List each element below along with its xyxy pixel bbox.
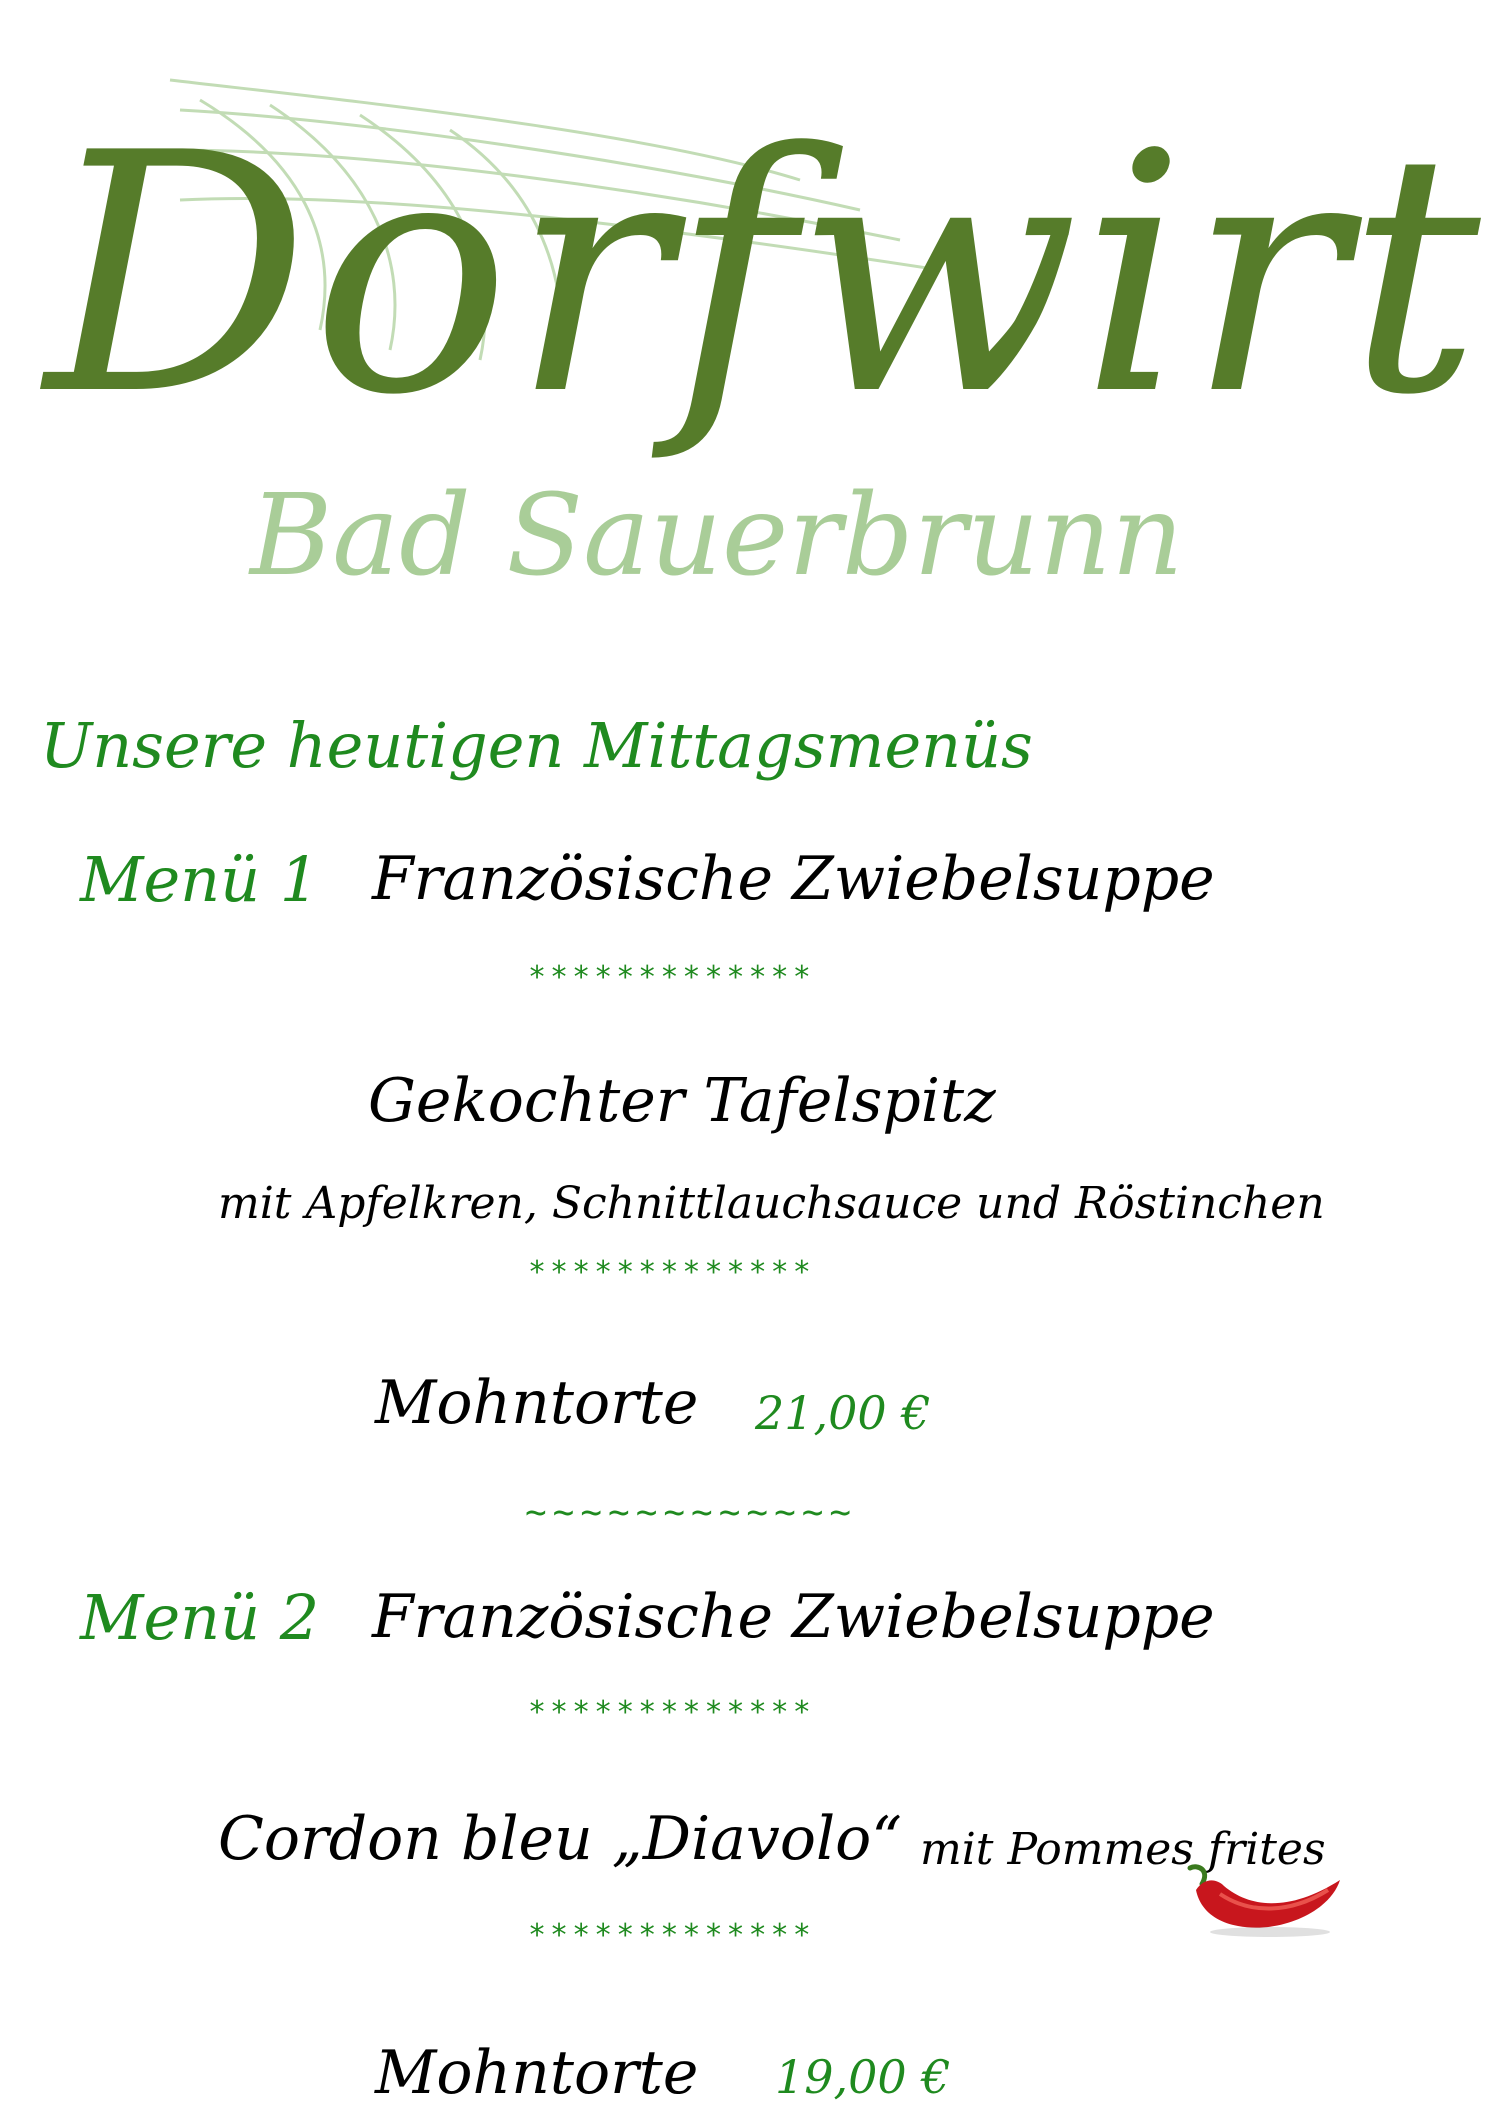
menu1-price: 21,00 € (755, 1386, 931, 1440)
menu1-label: Menü 1 (80, 843, 320, 916)
menu2-price: 19,00 € (775, 2050, 951, 2104)
menu1-separator1: ************* (528, 960, 815, 995)
menu2-course3: Mohntorte (375, 2038, 699, 2108)
menu2-separator2: ************* (528, 1918, 815, 1953)
menu2-course1: Französische Zwiebelsuppe (372, 1582, 1215, 1652)
chili-pepper-icon (1180, 1860, 1350, 1940)
menu1-course2: Gekochter Tafelspitz (368, 1066, 996, 1136)
menu1-course1: Französische Zwiebelsuppe (372, 844, 1215, 914)
menu2-course2: Cordon bleu „Diavolo“ (218, 1804, 902, 1874)
menu2-label: Menü 2 (80, 1581, 320, 1654)
menu1-course3: Mohntorte (375, 1368, 699, 1438)
menu2-course2-side: mit Pommes frites (920, 1824, 1326, 1875)
menu1-separator2: ************* (528, 1255, 815, 1290)
logo-title: Dorfwirt (45, 83, 1483, 467)
menu2-separator1: ************* (528, 1695, 815, 1730)
menu-divider: ~~~~~~~~~~~~ (525, 1492, 858, 1533)
menu-heading: Unsere heutigen Mittagsmenüs (40, 709, 1033, 782)
logo-subtitle: Bad Sauerbrunn (250, 471, 1184, 601)
menu1-course2-side: mit Apfelkren, Schnittlauchsauce und Röstinchen (218, 1178, 1325, 1229)
